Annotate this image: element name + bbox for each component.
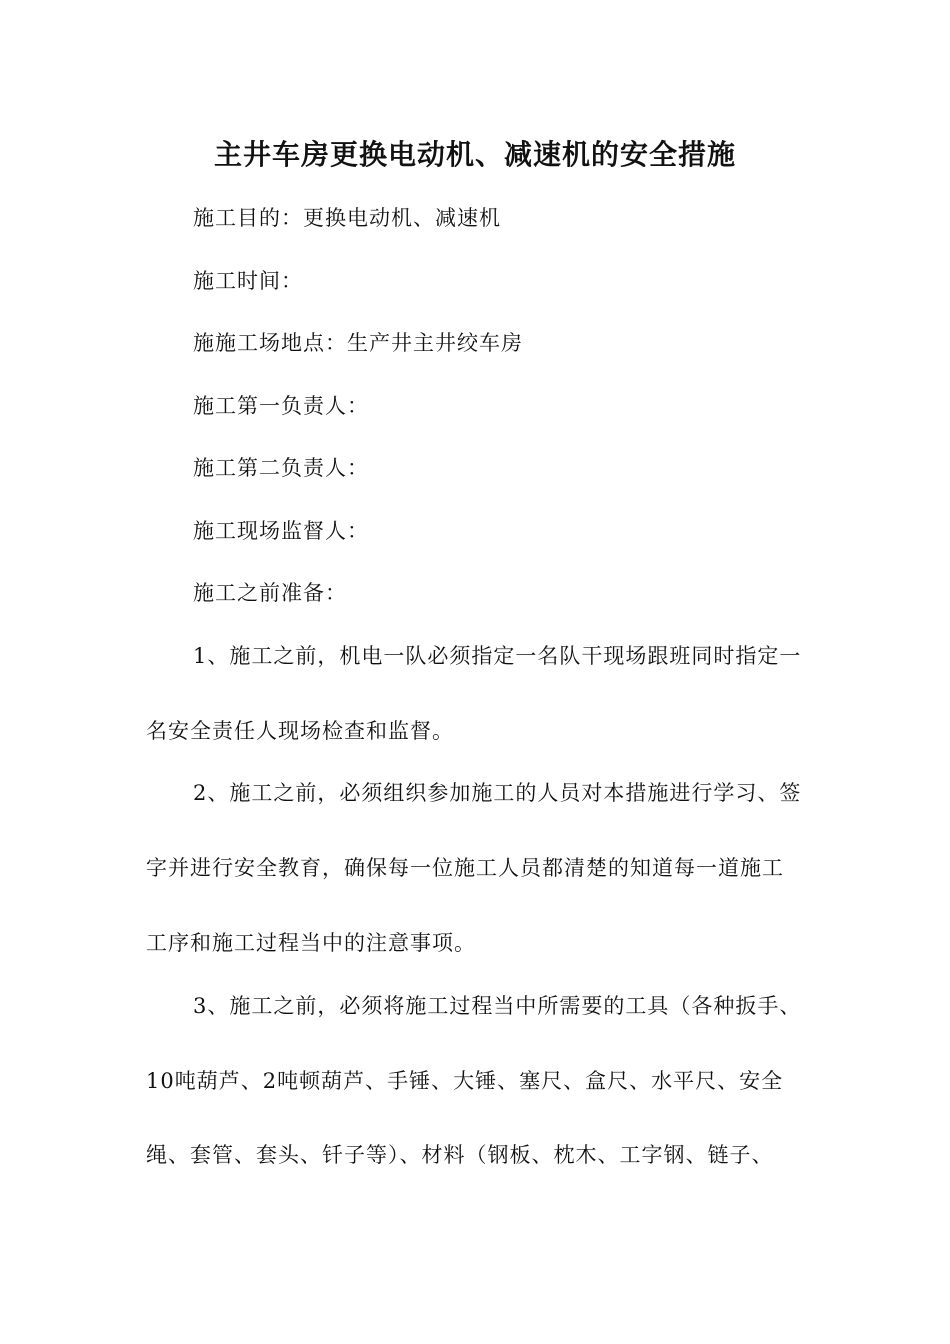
item-1-line-2: 名安全责任人现场检查和监督。: [146, 719, 454, 743]
item-2-line-2: 字并进行安全教育，确保每一位施工人员都清楚的知道每一道施工: [146, 856, 784, 880]
item-1-line-1: 1、施工之前，机电一队必须指定一名队干现场跟班同时指定一: [193, 644, 802, 668]
item-2-line-1: 2、施工之前，必须组织参加施工的人员对本措施进行学习、签: [193, 781, 802, 805]
second-responsible-person: 施工第二负责人：: [193, 456, 369, 480]
construction-location: 施施工场地点：生产井主井绞车房: [193, 331, 523, 355]
construction-purpose: 施工目的：更换电动机、减速机: [193, 206, 501, 230]
item-3-line-3: 绳、套管、套头、钎子等）、材料（钢板、枕木、工字钢、链子、: [146, 1143, 774, 1167]
item-3-line-2: 10吨葫芦、2吨顿葫芦、手锤、大锤、塞尺、盒尺、水平尺、安全: [146, 1069, 784, 1093]
preparation-heading: 施工之前准备：: [193, 581, 347, 605]
site-supervisor: 施工现场监督人：: [193, 519, 369, 543]
item-3-line-1: 3、施工之前，必须将施工过程当中所需要的工具（各种扳手、: [193, 994, 802, 1018]
first-responsible-person: 施工第一负责人：: [193, 394, 369, 418]
document-title: 主井车房更换电动机、减速机的安全措施: [213, 138, 736, 171]
item-2-line-3: 工序和施工过程当中的注意事项。: [146, 931, 476, 955]
construction-time: 施工时间：: [193, 269, 303, 293]
